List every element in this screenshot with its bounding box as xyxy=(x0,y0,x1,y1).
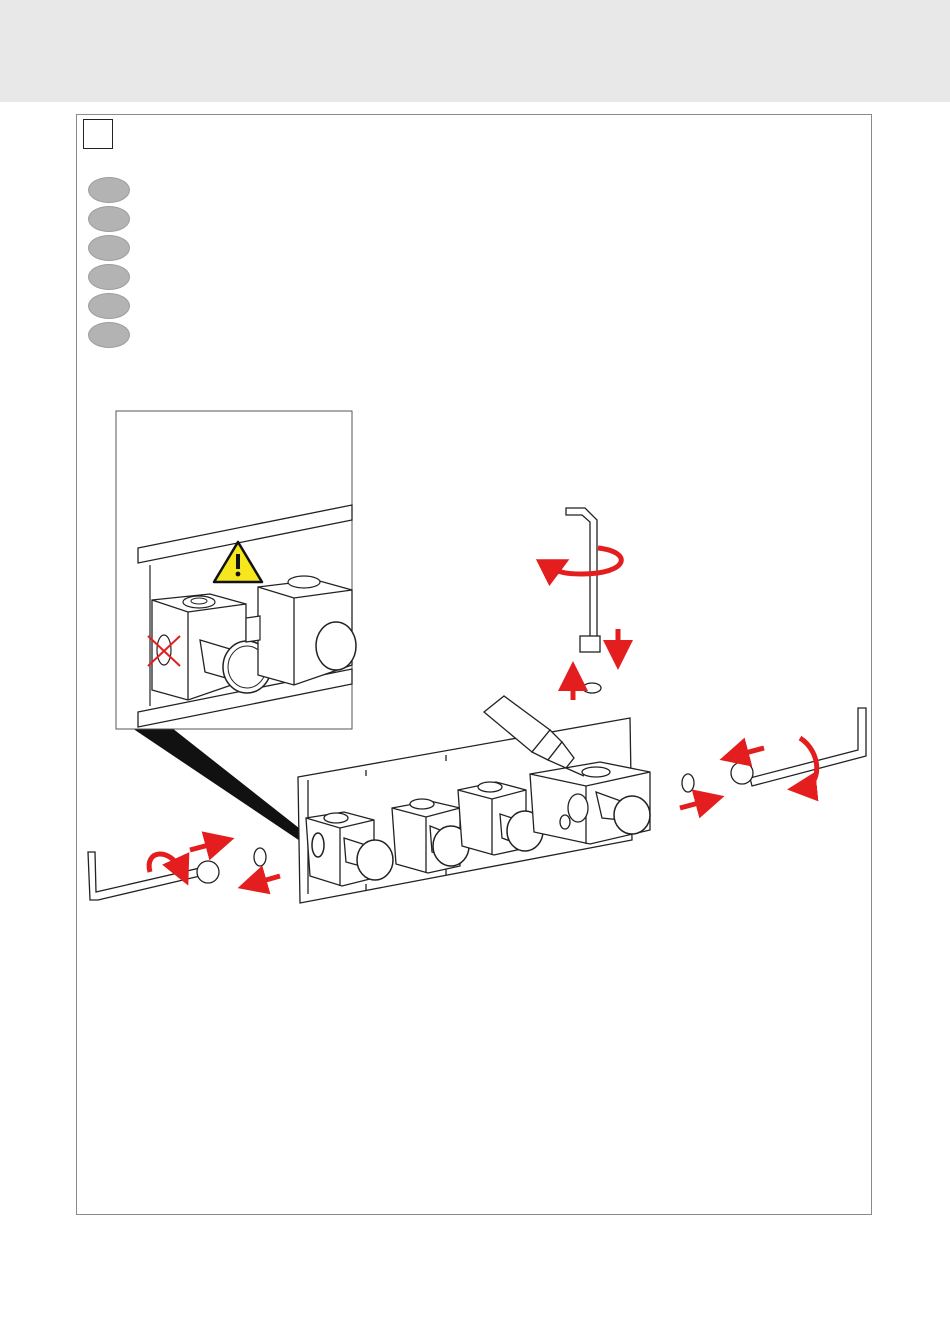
detail-inset xyxy=(116,411,356,729)
valve-manifold xyxy=(298,718,650,903)
o-ring-icon xyxy=(583,683,601,693)
hex-key-icon xyxy=(566,508,600,652)
callout-pointer xyxy=(132,728,318,849)
hex-key-icon xyxy=(731,708,866,786)
o-ring-icon xyxy=(682,774,694,792)
o-ring-icon xyxy=(254,848,266,866)
